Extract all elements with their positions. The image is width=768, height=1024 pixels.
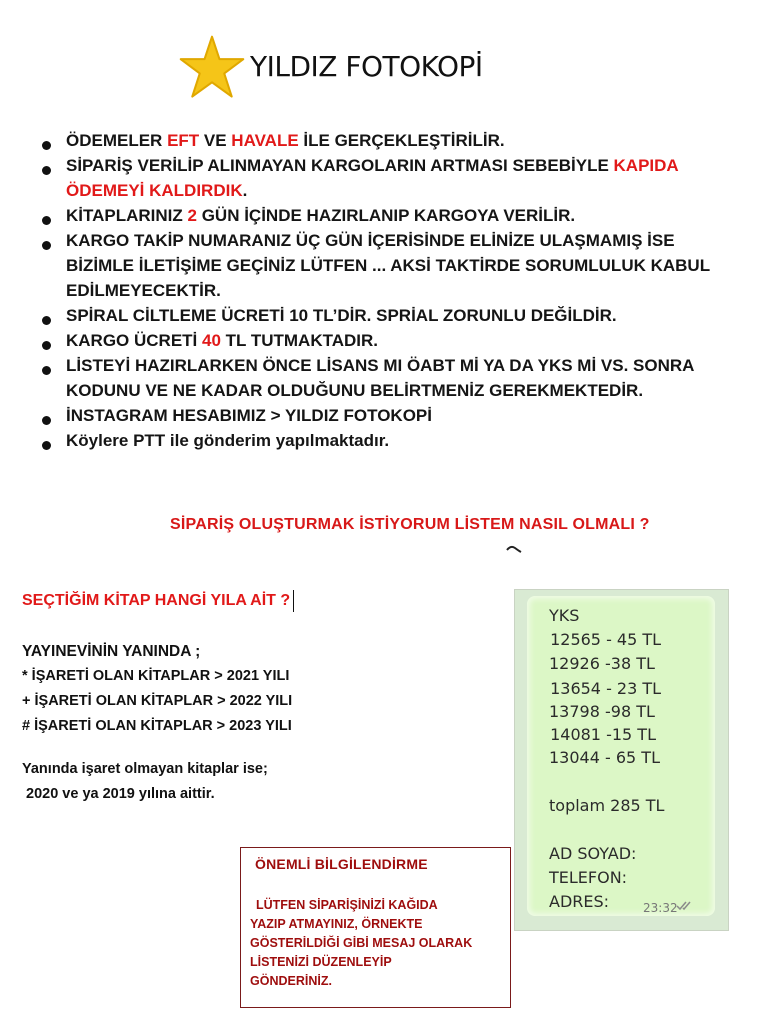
message-name-line: AD SOYAD: [549, 844, 637, 863]
notice-line: LÜTFEN SİPARİŞİNİZİ KAĞIDA [256, 898, 438, 912]
message-line: 12565 - 45 TL [545, 630, 662, 649]
list-item-tracking: KARGO TAKİP NUMARANIZ ÜÇ GÜN İÇERİSİNDE ELİNİZE ULAŞMAMIŞ İSE BİZİMLE İLETİŞİME GEÇİNİZ LÜTFEN ... AKSİ TAKTİRDE SORUMLULUK KABUL EDİLMEYECEKTİR. [40, 228, 740, 303]
important-notice-box [240, 847, 511, 1008]
message-phone-line: TELEFON: [549, 868, 628, 887]
notice-line: GÖSTERİLDİĞİ GİBİ MESAJ OLARAK [250, 936, 473, 950]
shop-title: YILDIZ FOTOKOPİ [250, 49, 483, 83]
mark-rule-2022: + İŞARETİ OLAN KİTAPLAR > 2022 YILI [22, 693, 293, 709]
star-icon [178, 34, 246, 102]
mark-rule-2023: # İŞARETİ OLAN KİTAPLAR > 2023 YILI [22, 718, 292, 734]
list-item-cod-removed: SİPARİŞ VERİLİP ALINMAYAN KARGOLARIN ARTMASI SEBEBİYLE KAPIDA ÖDEMEYİ KALDIRDIK. [40, 153, 740, 203]
double-check-icon [676, 900, 696, 912]
message-line: 12926 -38 TL [549, 654, 655, 673]
unmarked-note [22, 757, 322, 807]
unmarked-note-line2: 2020 ve ya 2019 yılına aittir. [26, 786, 215, 802]
list-item-preparation-time: KİTAPLARINIZ 2 GÜN İÇİNDE HAZIRLANIP KARGOYA VERİLİR. [40, 203, 740, 228]
notice-line: YAZIP ATMAYINIZ, ÖRNEKTE [250, 917, 423, 931]
message-time: 23:32 [643, 901, 678, 915]
message-line: 14081 -15 TL [545, 725, 656, 744]
message-line: 13044 - 65 TL [549, 748, 660, 767]
year-question-heading: SEÇTİĞİM KİTAP HANGİ YILA AİT ? [22, 590, 294, 612]
mark-rule-2021: * İŞARETİ OLAN KİTAPLAR > 2021 YILI [22, 668, 290, 684]
unmarked-note-line1: Yanında işaret olmayan kitaplar ise; [22, 761, 268, 777]
list-item-shipping-fee: KARGO ÜCRETİ 40 TL TUTMAKTADIR. [40, 328, 740, 353]
list-item-spiral-binding: SPİRAL CİLTLEME ÜCRETİ 10 TL’DİR. SPRİAL ZORUNLU DEĞİLDİR. [40, 303, 740, 328]
publisher-heading: YAYINEVİNİN YANINDA ; [22, 643, 201, 660]
message-line: 13654 - 23 TL [545, 679, 662, 698]
message-address-line: ADRES: [549, 892, 610, 911]
header [178, 32, 483, 104]
list-item-instagram: İNSTAGRAM HESABIMIZ > YILDIZ FOTOKOPİ [40, 403, 740, 428]
year-guide [22, 590, 322, 807]
message-total-line: toplam 285 TL [549, 796, 665, 815]
notice-line: LİSTENİZİ DÜZENLEYİP [250, 955, 392, 969]
list-item-list-instructions: LİSTEYİ HAZIRLARKEN ÖNCE LİSANS MI ÖABT Mİ YA DA YKS Mİ VS. SONRA KODUNU VE NE KADAR OLDUĞUNU BELİRTMENİZ GEREKMEKTEDİR. [40, 353, 740, 403]
list-item-payment: ÖDEMELER EFT VE HAVALE İLE GERÇEKLEŞTİRİLİR. [40, 128, 740, 153]
message-line: 13798 -98 TL [549, 702, 655, 721]
notice-title: ÖNEMLİ BİLGİLENDİRME [255, 856, 428, 872]
info-list [40, 128, 740, 453]
list-item-ptt: Köylere PTT ile gönderim yapılmaktadır. [40, 428, 740, 453]
order-question-heading: SİPARİŞ OLUŞTURMAK İSTİYORUM LİSTEM NASIL OLMALI ? [170, 516, 650, 533]
squiggle-mark [506, 544, 522, 554]
notice-line: GÖNDERİNİZ. [250, 974, 332, 988]
notice-body [250, 896, 500, 991]
message-line: YKS [549, 606, 580, 625]
